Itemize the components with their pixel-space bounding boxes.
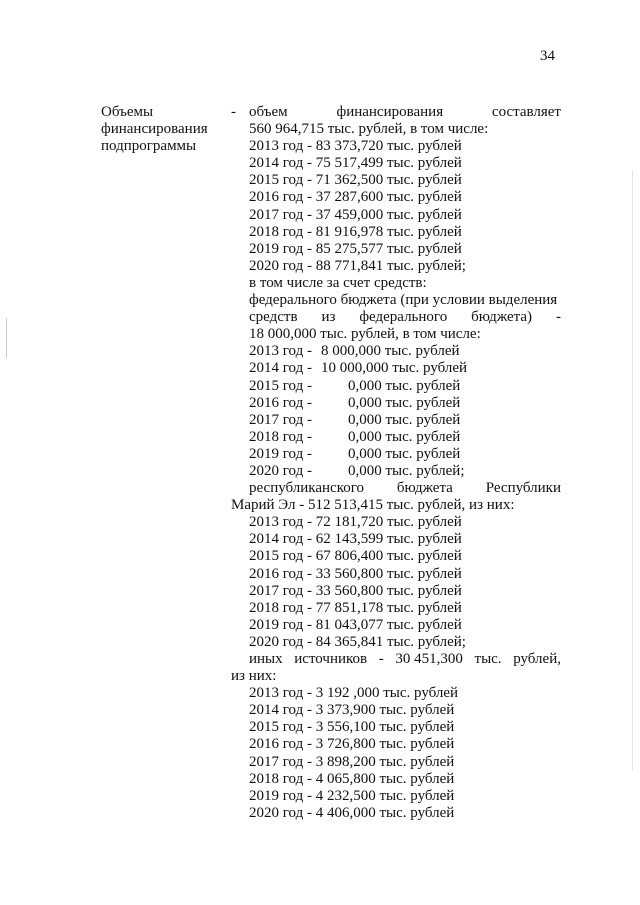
- year-label: 2019 год -: [249, 445, 312, 462]
- word: источников: [294, 651, 368, 667]
- republican-year-line: 2015 год - 67 806,400 тыс. рублей: [249, 548, 462, 565]
- republican-amount: Марий Эл - 512 513,415 тыс. рублей, из них:: [231, 497, 515, 514]
- other-year-line: 2014 год - 3 373,900 тыс. рублей: [249, 702, 455, 719]
- other-year-line: 2017 год - 3 898,200 тыс. рублей: [249, 753, 455, 770]
- total-amount: 560 964,715 тыс. рублей, в том числе:: [249, 121, 489, 138]
- scan-artifact: [632, 170, 633, 770]
- word: бюджета: [396, 480, 453, 497]
- other-from-them: из них:: [231, 668, 277, 685]
- federal-year-line: [249, 378, 561, 395]
- year-value: 0,000 тыс. рублей: [348, 394, 461, 411]
- other-year-line: 2013 год - 3 192 ,000 тыс. рублей: [249, 685, 459, 702]
- total-year-line: 2016 год - 37 287,600 тыс. рублей: [249, 189, 462, 206]
- total-year-line: 2015 год - 71 362,500 тыс. рублей: [249, 172, 462, 189]
- federal-heading: федерального бюджета (при условии выделения: [249, 292, 558, 309]
- republican-year-line: 2014 год - 62 143,599 тыс. рублей: [249, 531, 462, 548]
- word: из: [321, 309, 336, 326]
- word: -: [555, 309, 561, 326]
- republican-year-line: 2013 год - 72 181,720 тыс. рублей: [249, 514, 462, 531]
- row-label: [101, 104, 231, 155]
- sources-intro: в том числе за счет средств:: [249, 274, 427, 291]
- total-heading: [249, 104, 561, 121]
- other-year-line: 2020 год - 4 406,000 тыс. рублей: [249, 804, 455, 821]
- year-label: 2014 год -: [249, 360, 312, 377]
- word: федерального: [359, 309, 448, 326]
- year-value: 0,000 тыс. рублей: [348, 411, 461, 428]
- word: объем: [249, 104, 288, 120]
- year-value: 0,000 тыс. рублей;: [348, 462, 465, 479]
- word: иных: [249, 651, 283, 667]
- total-year-line: 2018 год - 81 916,978 тыс. рублей: [249, 223, 462, 240]
- word: 30 451,300: [395, 651, 463, 667]
- label-line: финансирования: [101, 121, 208, 138]
- year-label: 2015 год -: [249, 377, 312, 394]
- federal-year-line: [249, 429, 561, 446]
- federal-amount: 18 000,000 тыс. рублей, в том числе:: [249, 326, 481, 343]
- word: средств: [249, 309, 298, 326]
- other-heading: [249, 651, 561, 668]
- federal-year-line: [249, 395, 561, 412]
- republican-heading: [249, 480, 561, 497]
- federal-year-line: [249, 343, 561, 360]
- year-value: 0,000 тыс. рублей: [348, 445, 461, 462]
- scan-artifact: [6, 318, 7, 358]
- year-label: 2017 год -: [249, 411, 312, 428]
- republican-year-line: 2020 год - 84 365,841 тыс. рублей;: [249, 633, 466, 650]
- year-label: 2018 год -: [249, 428, 312, 445]
- word: бюджета): [471, 309, 533, 326]
- year-label: 2016 год -: [249, 394, 312, 411]
- federal-year-line: [249, 446, 561, 463]
- year-value: 0,000 тыс. рублей: [348, 428, 461, 445]
- federal-year-line: [249, 360, 561, 377]
- word: составляет: [491, 104, 561, 120]
- republican-year-line: 2017 год - 33 560,800 тыс. рублей: [249, 582, 462, 599]
- total-year-line: 2017 год - 37 459,000 тыс. рублей: [249, 206, 462, 223]
- republican-year-line: 2016 год - 33 560,800 тыс. рублей: [249, 565, 462, 582]
- word: рублей,: [513, 651, 561, 667]
- label-dash: -: [231, 104, 236, 120]
- financing-details: [231, 104, 561, 822]
- other-year-line: 2016 год - 3 726,800 тыс. рублей: [249, 736, 455, 753]
- total-year-line: 2020 год - 88 771,841 тыс. рублей;: [249, 257, 466, 274]
- year-value: 10 000,000 тыс. рублей: [321, 360, 468, 377]
- federal-year-line: [249, 412, 561, 429]
- page-number: 34: [540, 48, 555, 64]
- label-line: подпрограммы: [101, 138, 197, 155]
- republican-year-line: 2018 год - 77 851,178 тыс. рублей: [249, 599, 462, 616]
- other-year-line: 2015 год - 3 556,100 тыс. рублей: [249, 719, 455, 736]
- year-value: 0,000 тыс. рублей: [348, 377, 461, 394]
- republican-year-line: 2019 год - 81 043,077 тыс. рублей: [249, 616, 462, 633]
- year-value: 8 000,000 тыс. рублей: [321, 343, 460, 360]
- other-year-line: 2018 год - 4 065,800 тыс. рублей: [249, 770, 455, 787]
- total-year-line: 2014 год - 75 517,499 тыс. рублей: [249, 155, 462, 172]
- word: финансирования: [336, 104, 444, 120]
- word: тыс.: [474, 651, 502, 667]
- federal-heading-2: [249, 309, 561, 326]
- label-line: Объемы: [101, 104, 154, 120]
- total-year-line: 2019 год - 85 275,577 тыс. рублей: [249, 240, 462, 257]
- word: -: [378, 651, 384, 667]
- word: Республики: [485, 480, 561, 497]
- total-year-line: 2013 год - 83 373,720 тыс. рублей: [249, 138, 462, 155]
- other-year-line: 2019 год - 4 232,500 тыс. рублей: [249, 787, 455, 804]
- word: республиканского: [249, 480, 364, 497]
- year-label: 2020 год -: [249, 462, 312, 479]
- federal-year-line: [249, 463, 561, 480]
- year-label: 2013 год -: [249, 343, 312, 360]
